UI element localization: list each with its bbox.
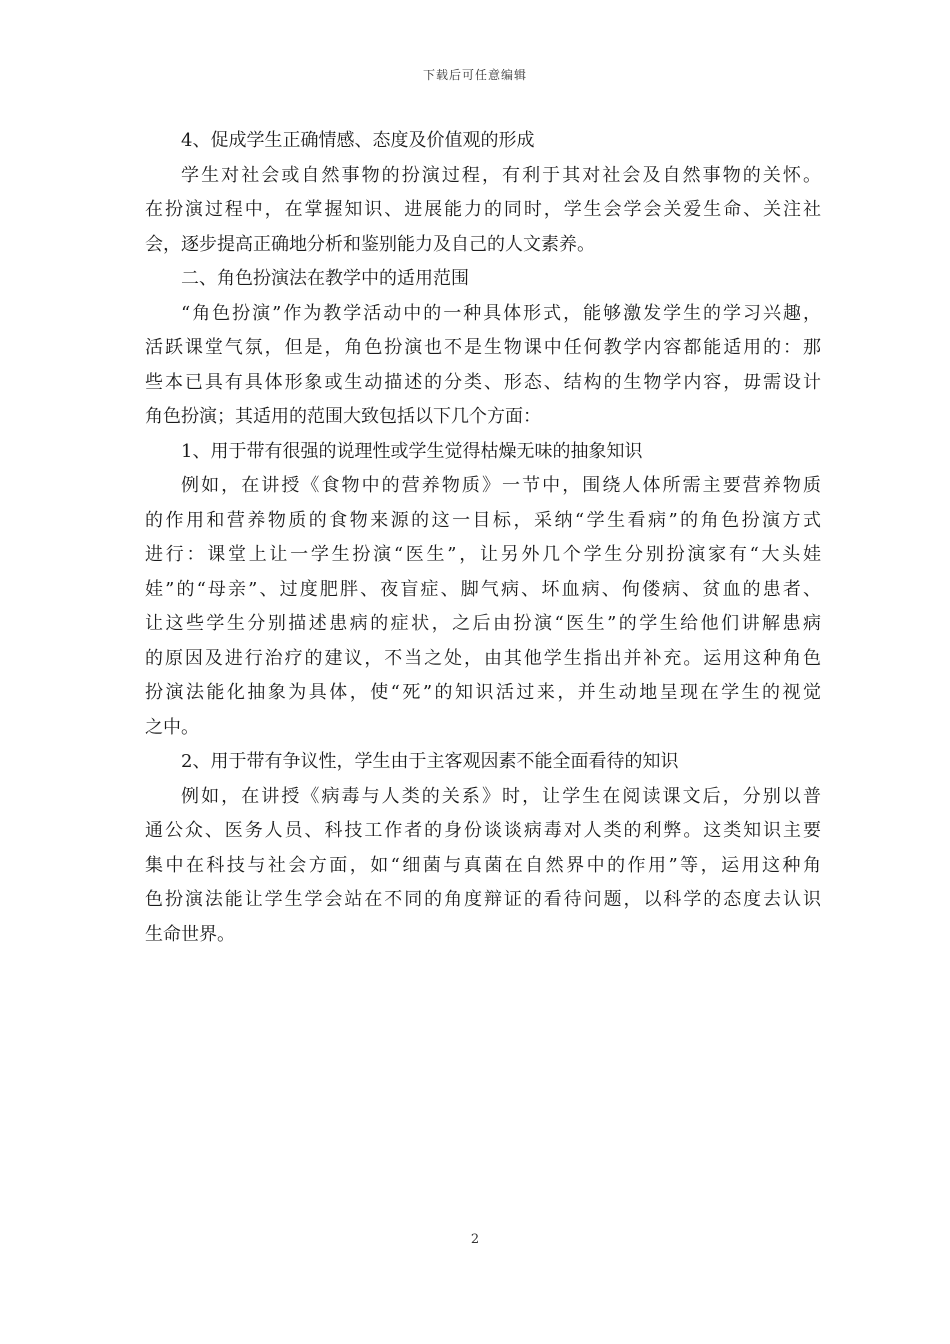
text-line: 4、促成学生正确情感、态度及价值观的形成	[181, 130, 535, 151]
text-line: 进行：课堂上让一学生扮演“医生”，让另外几个学生分别扮演家有“大头娃	[145, 544, 821, 565]
text-line: 二、角色扮演法在教学中的适用范围	[181, 268, 469, 289]
text-line: 扮演法能化抽象为具体，使“死”的知识活过来，并生动地呈现在学生的视觉	[145, 682, 821, 703]
text-line: 1、用于带有很强的说理性或学生觉得枯燥无味的抽象知识	[181, 440, 643, 462]
text-line: 2、用于带有争议性，学生由于主客观因素不能全面看待的知识	[181, 751, 679, 772]
text-line: 娃”的“母亲”、过度肥胖、夜盲症、脚气病、坏血病、佝偻病、贫血的患者、	[145, 578, 821, 600]
page-header: 下载后可任意编辑	[422, 68, 527, 82]
text-line: 通公众、医务人员、科技工作者的身份谈谈病毒对人类的利弊。这类知识主要	[145, 820, 821, 841]
text-line: “角色扮演”作为教学活动中的一种具体形式，能够激发学生的学习兴趣，	[181, 302, 821, 324]
text-line: 角色扮演；其适用的范围大致包括以下几个方面：	[145, 406, 541, 427]
text-line: 例如，在讲授《食物中的营养物质》一节中，围绕人体所需主要营养物质	[181, 475, 821, 496]
text-line: 集中在科技与社会方面，如“细菌与真菌在自然界中的作用”等，运用这种角	[145, 854, 821, 876]
text-line: 生命世界。	[145, 923, 235, 945]
text-line: 让这些学生分别描述患病的症状，之后由扮演“医生”的学生给他们讲解患病	[145, 613, 821, 634]
text-line: 学生对社会或自然事物的扮演过程，有利于其对社会及自然事物的关怀。	[181, 164, 821, 186]
text-line: 色扮演法能让学生学会站在不同的角度辩证的看待问题，以科学的态度去认识	[145, 889, 821, 910]
text-line: 些本已具有具体形象或生动描述的分类、形态、结构的生物学内容，毋需设计	[145, 371, 821, 393]
text-line: 会，逐步提高正确地分析和鉴别能力及自己的人文素养。	[145, 233, 595, 255]
text-line: 之中。	[145, 716, 199, 738]
page-number: 2	[470, 1232, 480, 1247]
text-line: 在扮演过程中，在掌握知识、进展能力的同时，学生会学会关爱生命、关注社	[145, 199, 821, 220]
text-line: 例如，在讲授《病毒与人类的关系》时，让学生在阅读课文后，分别以普	[181, 785, 821, 807]
text-line: 的作用和营养物质的食物来源的这一目标，采纳“学生看病”的角色扮演方式	[145, 509, 821, 531]
text-line: 的原因及进行治疗的建议，不当之处，由其他学生指出并补充。运用这种角色	[145, 647, 821, 669]
text-line: 活跃课堂气氛，但是，角色扮演也不是生物课中任何教学内容都能适用的：那	[145, 337, 821, 358]
document-body	[145, 124, 821, 952]
